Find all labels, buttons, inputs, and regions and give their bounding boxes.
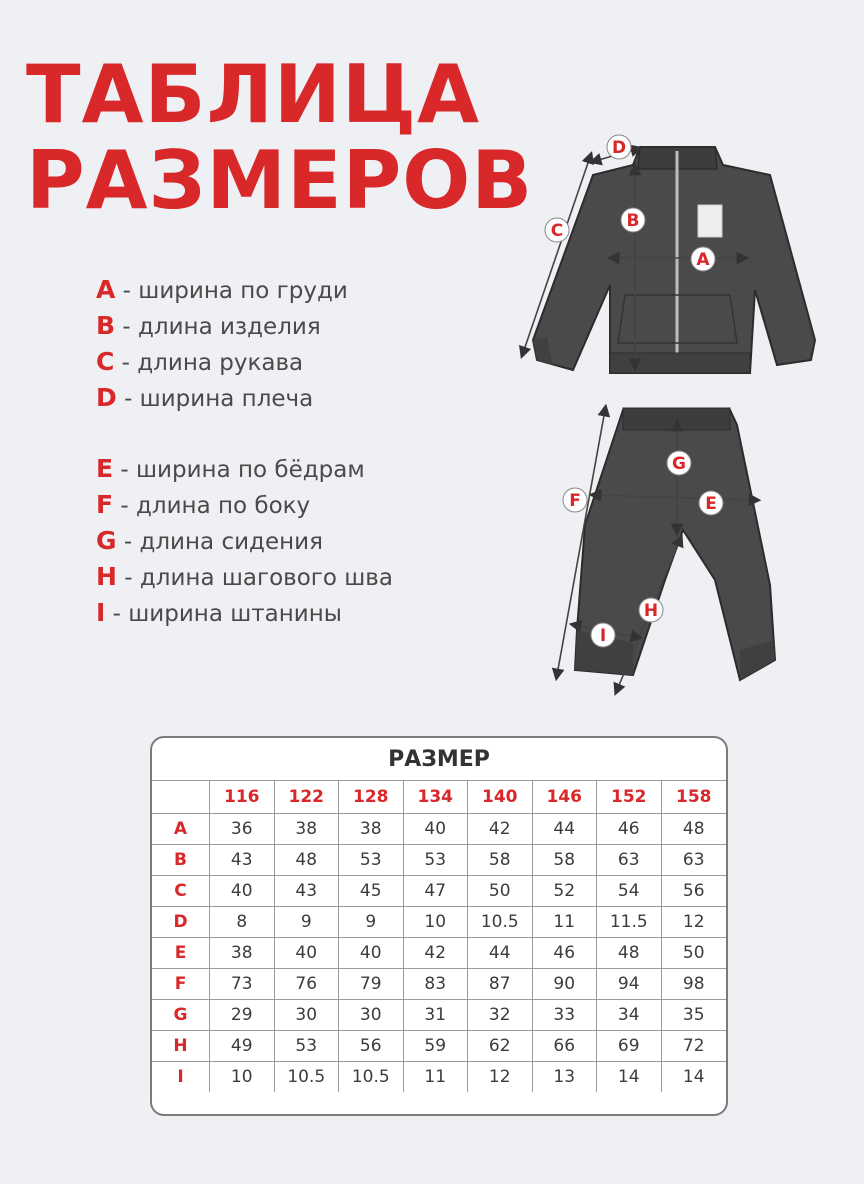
table-value-cell: 56 bbox=[339, 1030, 404, 1061]
table-value-cell: 48 bbox=[275, 844, 340, 875]
table-value-cell: 98 bbox=[662, 968, 727, 999]
size-table bbox=[150, 736, 728, 1116]
legend-key: G bbox=[96, 526, 117, 555]
legend-text: - ширина штанины bbox=[105, 601, 342, 627]
table-value-cell: 29 bbox=[210, 999, 275, 1030]
legend-text: - ширина по бёдрам bbox=[113, 457, 365, 483]
legend-key: D bbox=[96, 383, 117, 412]
table-value-cell: 79 bbox=[339, 968, 404, 999]
table-value-cell: 10.5 bbox=[275, 1061, 340, 1092]
size-header-cell: 152 bbox=[597, 780, 662, 813]
table-value-cell: 13 bbox=[533, 1061, 598, 1092]
size-header-cell: 140 bbox=[468, 780, 533, 813]
table-value-cell: 44 bbox=[468, 937, 533, 968]
title-line-1: ТАБЛИЦА bbox=[26, 48, 480, 141]
badge-label: I bbox=[599, 626, 607, 646]
legend-text: - ширина по груди bbox=[115, 278, 348, 304]
badge-label: G bbox=[672, 454, 686, 474]
legend-text: - длина по боку bbox=[113, 493, 311, 519]
table-value-cell: 54 bbox=[597, 875, 662, 906]
table-value-cell: 50 bbox=[468, 875, 533, 906]
badge-label: A bbox=[696, 250, 710, 270]
legend-key: B bbox=[96, 311, 116, 340]
measurement-badge bbox=[691, 247, 715, 271]
page-title bbox=[26, 48, 534, 227]
legend-item bbox=[96, 559, 393, 595]
table-value-cell: 31 bbox=[404, 999, 469, 1030]
table-value-cell: 53 bbox=[404, 844, 469, 875]
legend-text: - длина рукава bbox=[114, 350, 304, 376]
table-value-cell: 32 bbox=[468, 999, 533, 1030]
table-value-cell: 72 bbox=[662, 1030, 727, 1061]
badge-label: F bbox=[569, 491, 581, 511]
legend-text: - длина сидения bbox=[116, 529, 323, 555]
measurement-badge bbox=[621, 208, 645, 232]
table-corner-cell bbox=[152, 780, 210, 813]
size-header-cell: 128 bbox=[339, 780, 404, 813]
row-label-cell: B bbox=[152, 844, 210, 875]
table-value-cell: 52 bbox=[533, 875, 598, 906]
table-value-cell: 10 bbox=[404, 906, 469, 937]
table-value-cell: 8 bbox=[210, 906, 275, 937]
table-value-cell: 34 bbox=[597, 999, 662, 1030]
size-header-cell: 122 bbox=[275, 780, 340, 813]
table-value-cell: 10.5 bbox=[339, 1061, 404, 1092]
size-header-cell: 116 bbox=[210, 780, 275, 813]
badge-label: D bbox=[611, 138, 627, 158]
legend-item bbox=[96, 523, 393, 559]
table-value-cell: 48 bbox=[662, 813, 727, 844]
table-value-cell: 53 bbox=[339, 844, 404, 875]
size-header-cell: 158 bbox=[662, 780, 727, 813]
badge-label: H bbox=[643, 601, 659, 621]
size-table-title: РАЗМЕР bbox=[388, 747, 490, 772]
table-value-cell: 12 bbox=[662, 906, 727, 937]
table-value-cell: 38 bbox=[275, 813, 340, 844]
measurement-badge bbox=[699, 491, 723, 515]
table-value-cell: 11 bbox=[404, 1061, 469, 1092]
legend-item bbox=[96, 344, 393, 380]
table-value-cell: 36 bbox=[210, 813, 275, 844]
legend-key: I bbox=[96, 598, 106, 627]
measurement-badge bbox=[607, 135, 631, 159]
measurement-badge bbox=[639, 598, 663, 622]
table-value-cell: 14 bbox=[597, 1061, 662, 1092]
row-label-cell: C bbox=[152, 875, 210, 906]
table-value-cell: 44 bbox=[533, 813, 598, 844]
table-value-cell: 38 bbox=[210, 937, 275, 968]
table-value-cell: 38 bbox=[339, 813, 404, 844]
jacket-icon bbox=[533, 147, 815, 373]
table-value-cell: 30 bbox=[275, 999, 340, 1030]
legend-key: H bbox=[96, 562, 117, 591]
table-value-cell: 58 bbox=[468, 844, 533, 875]
table-value-cell: 58 bbox=[533, 844, 598, 875]
table-value-cell: 62 bbox=[468, 1030, 533, 1061]
table-value-cell: 35 bbox=[662, 999, 727, 1030]
table-value-cell: 63 bbox=[597, 844, 662, 875]
row-label-cell: E bbox=[152, 937, 210, 968]
size-grid bbox=[152, 780, 726, 1092]
table-value-cell: 40 bbox=[275, 937, 340, 968]
measurement-badge bbox=[545, 218, 569, 242]
legend-item bbox=[96, 272, 393, 308]
table-value-cell: 47 bbox=[404, 875, 469, 906]
table-value-cell: 56 bbox=[662, 875, 727, 906]
table-value-cell: 46 bbox=[533, 937, 598, 968]
legend-item bbox=[96, 487, 393, 523]
measurement-badge bbox=[563, 488, 587, 512]
row-label-cell: D bbox=[152, 906, 210, 937]
badge-label: E bbox=[705, 494, 717, 514]
table-value-cell: 11 bbox=[533, 906, 598, 937]
size-header-cell: 134 bbox=[404, 780, 469, 813]
table-value-cell: 42 bbox=[468, 813, 533, 844]
table-value-cell: 50 bbox=[662, 937, 727, 968]
table-value-cell: 83 bbox=[404, 968, 469, 999]
table-value-cell: 14 bbox=[662, 1061, 727, 1092]
legend-text: - длина изделия bbox=[115, 314, 321, 340]
legend-text: - ширина плеча bbox=[116, 386, 314, 412]
table-value-cell: 63 bbox=[662, 844, 727, 875]
table-value-cell: 43 bbox=[210, 844, 275, 875]
legend-item bbox=[96, 308, 393, 344]
table-value-cell: 40 bbox=[339, 937, 404, 968]
table-value-cell: 46 bbox=[597, 813, 662, 844]
table-value-cell: 12 bbox=[468, 1061, 533, 1092]
legend-item bbox=[96, 451, 393, 487]
table-value-cell: 10 bbox=[210, 1061, 275, 1092]
table-value-cell: 30 bbox=[339, 999, 404, 1030]
table-value-cell: 49 bbox=[210, 1030, 275, 1061]
table-value-cell: 9 bbox=[275, 906, 340, 937]
row-label-cell: G bbox=[152, 999, 210, 1030]
legend-key: F bbox=[96, 490, 114, 519]
row-label-cell: A bbox=[152, 813, 210, 844]
row-label-cell: F bbox=[152, 968, 210, 999]
table-value-cell: 40 bbox=[404, 813, 469, 844]
table-value-cell: 59 bbox=[404, 1030, 469, 1061]
garment-illustration bbox=[515, 125, 835, 700]
measurement-badge bbox=[667, 451, 691, 475]
table-value-cell: 40 bbox=[210, 875, 275, 906]
legend-text: - длина шагового шва bbox=[116, 565, 393, 591]
badge-label: B bbox=[626, 211, 640, 231]
legend-key: E bbox=[96, 454, 114, 483]
table-value-cell: 73 bbox=[210, 968, 275, 999]
table-value-cell: 9 bbox=[339, 906, 404, 937]
badge-label: C bbox=[550, 221, 564, 241]
measurement-badge bbox=[591, 623, 615, 647]
table-value-cell: 10.5 bbox=[468, 906, 533, 937]
table-value-cell: 76 bbox=[275, 968, 340, 999]
size-header-cell: 146 bbox=[533, 780, 598, 813]
legend-item bbox=[96, 380, 393, 416]
table-value-cell: 87 bbox=[468, 968, 533, 999]
table-value-cell: 69 bbox=[597, 1030, 662, 1061]
table-value-cell: 42 bbox=[404, 937, 469, 968]
row-label-cell: I bbox=[152, 1061, 210, 1092]
measurement-legend bbox=[96, 272, 393, 631]
table-value-cell: 48 bbox=[597, 937, 662, 968]
legend-key: A bbox=[96, 275, 116, 304]
table-value-cell: 53 bbox=[275, 1030, 340, 1061]
table-value-cell: 90 bbox=[533, 968, 598, 999]
table-value-cell: 94 bbox=[597, 968, 662, 999]
legend-gap bbox=[96, 416, 393, 451]
legend-item bbox=[96, 595, 393, 631]
title-line-2: РАЗМЕРОВ bbox=[26, 134, 534, 227]
table-value-cell: 33 bbox=[533, 999, 598, 1030]
legend-key: C bbox=[96, 347, 115, 376]
table-value-cell: 11.5 bbox=[597, 906, 662, 937]
row-label-cell: H bbox=[152, 1030, 210, 1061]
table-value-cell: 45 bbox=[339, 875, 404, 906]
table-value-cell: 43 bbox=[275, 875, 340, 906]
table-value-cell: 66 bbox=[533, 1030, 598, 1061]
